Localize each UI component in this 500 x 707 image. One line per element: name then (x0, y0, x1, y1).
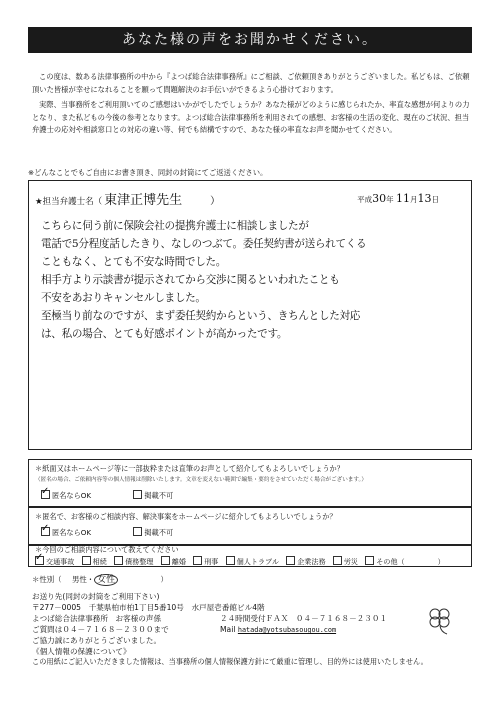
option-not-allowed[interactable] (133, 491, 173, 500)
address-phone: ご質問は０４－７１６８－２３００まで (32, 625, 169, 634)
question-consultation-type (28, 545, 472, 567)
category-divorce[interactable] (161, 557, 186, 566)
question-2-options (41, 527, 213, 538)
option-label: 匿名ならOK (52, 528, 92, 537)
category-other[interactable] (365, 557, 404, 566)
intro-text (32, 71, 472, 140)
comment-line: 電話で5分程度話したきり、なしのつぶて。委任契約書が送られてくる (41, 238, 367, 250)
checkbox-icon[interactable] (193, 556, 202, 565)
comment-line: こちらに伺う前に保険会社の提携弁護士に相談しましたが (41, 220, 309, 232)
question-homepage-consent (28, 507, 472, 545)
category-label: 相続 (92, 557, 107, 566)
date-day: 13 (417, 192, 432, 205)
address-title: お送り先(同封の封筒をご利用下さい) (32, 592, 160, 601)
category-label: 企業法務 (297, 557, 326, 566)
question-3-text: ＊今回のご相談内容について教えてください (35, 545, 179, 554)
mail-link[interactable]: hatada@yotsubasougou.com (237, 626, 337, 634)
comment-line: こともなく、とても不安な時間でした。 (41, 256, 227, 268)
mail-label: Mail (220, 625, 236, 634)
checkbox-icon[interactable] (133, 527, 142, 536)
address-thanks: ご協力誠にありがとうございました。 (32, 636, 162, 645)
category-criminal[interactable] (193, 557, 218, 566)
date-row (357, 192, 439, 205)
checkbox-checked-icon[interactable] (41, 490, 50, 499)
option-anonymous-ok[interactable] (41, 491, 91, 500)
category-label: 労災 (343, 557, 359, 566)
comment-line: 至極当り前なのですが、まず委任契約からという、きちんとした対応 (41, 310, 361, 322)
lawyer-name-handwritten: 東津正博先生 (104, 193, 183, 208)
instruction-note: ※どんなことでもご自由にお書き頂き、同封の封筒にてご返送ください。 (28, 168, 268, 177)
category-corporate[interactable] (286, 557, 325, 566)
address-office: よつば総合法律事務所 お客様の声係 (32, 614, 162, 623)
category-debt[interactable] (114, 557, 153, 566)
category-label: 刑事 (204, 557, 219, 566)
checkbox-icon[interactable] (286, 556, 295, 565)
gender-female-circled[interactable]: 女性 (94, 574, 118, 586)
question-2-text: ＊匿名で、お客様のご相談内容、解決事案をホームページに紹介してもよろしいでしょうか？ (35, 512, 337, 521)
option-label: 匿名ならOK (52, 491, 92, 500)
category-other-close: ） (437, 557, 445, 566)
date-year: 30 (372, 192, 387, 205)
lawyer-close: ） (210, 196, 221, 207)
category-label: 交通事故 (46, 557, 75, 566)
category-traffic-accident[interactable] (35, 557, 74, 566)
category-list (35, 556, 445, 567)
checkbox-checked-icon[interactable] (35, 556, 44, 565)
checkbox-icon[interactable] (82, 556, 91, 565)
checkbox-icon[interactable] (226, 556, 235, 565)
question-1-note: （匿名の場合、ご依頼内容等の個人情報は削除いたします。文章を変えない範囲で編集・要約をさせていただく場合がございます。） (35, 477, 367, 483)
category-label: その他（ (376, 557, 405, 566)
question-publish-consent (28, 459, 472, 507)
option-not-allowed[interactable] (133, 528, 173, 537)
checkbox-icon[interactable] (114, 556, 123, 565)
checkbox-checked-icon[interactable] (41, 527, 50, 536)
question-1-options (41, 490, 213, 501)
date-year-unit: 年 (386, 195, 394, 204)
contact-block (220, 602, 387, 636)
option-label: 掲載不可 (144, 528, 174, 537)
contact-fax: ２４時間受付ＦＡＸ ０４－７１６８－２３０１ (220, 614, 388, 623)
category-labor-accident[interactable] (333, 557, 358, 566)
lawyer-label: ★担当弁護士名（ (35, 197, 103, 207)
gender-close: ） (160, 575, 168, 584)
address-privacy: 《個人情報の保護について》 (32, 647, 131, 656)
category-inheritance[interactable] (82, 557, 107, 566)
checkbox-icon[interactable] (161, 556, 170, 565)
clover-logo-icon (423, 604, 457, 636)
checkbox-icon[interactable] (333, 556, 342, 565)
gender-label: ＊性別（ (32, 575, 62, 584)
date-day-unit: 日 (431, 195, 439, 204)
checkbox-icon[interactable] (365, 556, 374, 565)
comment-box[interactable] (28, 180, 472, 450)
comment-line: 相手方より示談書が提示されてから交渉に関るといわれたことも (41, 274, 340, 286)
intro-paragraph-2: 実際、当事務所をご利用頂いてのご感想はいかがでしたでしょうか？あなた様がどのように感じられたか、率直な感想が何よりの力となり、また私どもの今後の参考となります。よつば総合法律事務所を利用されての感想、お客様の生活の変化、現在のご状況、担当弁護士の応対や相談窓口との対応の違い等、何でも結構ですので、あなた様の率直なお声を聞かせてください。 (32, 100, 470, 135)
date-era: 平成 (357, 195, 373, 204)
gender-row (32, 572, 168, 585)
gender-sep: ・ (86, 575, 95, 584)
option-label: 掲載不可 (144, 491, 174, 500)
gender-male[interactable]: 男性 (71, 575, 87, 584)
category-label: 個人トラブル (236, 557, 279, 566)
category-label: 離婚 (171, 557, 186, 566)
comment-line: 不安をあおりキャンセルしました。 (41, 292, 206, 304)
lawyer-name-row (35, 189, 220, 208)
category-label: 債務整理 (125, 557, 154, 566)
question-1-text: ＊紙面又はホームページ等に一部抜粋または直筆のお声として紹介してもよろしいでしょうか？ (35, 464, 344, 473)
handwritten-comment (41, 217, 469, 343)
option-anonymous-ok[interactable] (41, 528, 91, 537)
category-personal-trouble[interactable] (226, 557, 279, 566)
address-postal: 〒277－0005 千葉県柏市柏1丁目5番10号 水戸屋壱番館ビル4階 (32, 603, 265, 612)
date-month-unit: 月 (410, 195, 418, 204)
page-title-banner: あなた様の声をお聞かせください。 (28, 27, 472, 53)
date-month: 11 (396, 192, 410, 205)
comment-line: は、私の場合、とても好感ポイントが高かったです。 (41, 328, 288, 340)
footer-privacy-notice: この用紙にご記入いただきました情報は、当事務所の個人情報保護方針にて厳重に管理し、目的外には使用いたしません。 (32, 657, 428, 666)
checkbox-icon[interactable] (133, 490, 142, 499)
intro-paragraph-1: この度は、数ある法律事務所の中から『よつば総合法律事務所』にご相談、ご依頼頂きありがとうございました。私どもは、ご依頼頂いた皆様が幸せになれることを願って問題解決のお手伝いができるよう心掛けております。 (32, 72, 470, 94)
